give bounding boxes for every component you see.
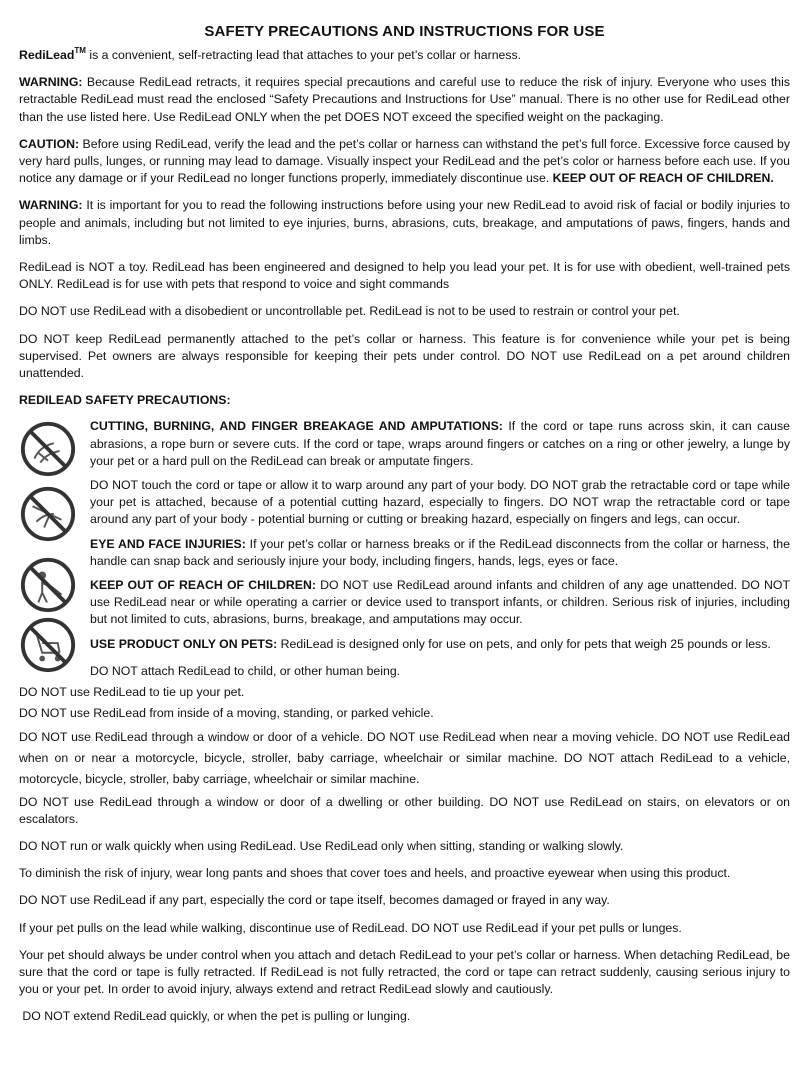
- pets-only-paragraph: USE PRODUCT ONLY ON PETS: RediLead is designed only for use on pets, and only for pets that weigh 25 pounds or less.: [90, 636, 771, 651]
- intro-paragraph: RediLead™ is a convenient, self-retracting lead that attaches to your pet’s collar or harness.: [19, 46, 522, 62]
- no-snap-back-icon: [19, 556, 77, 614]
- permanent-attach-paragraph: DO NOT keep RediLead permanently attached to the pet’s collar or harness. This feature is for convenience while your pet is being supervised. Pet owners are always responsible for keeping their pets under control. DO NOT use RediLead on a pet around children unattended.: [19, 331, 790, 381]
- trademark: TM: [74, 46, 86, 55]
- not-toy-paragraph: RediLead is NOT a toy. RediLead has been engineered and designed to help you lead your pet. It is for use with obedient, well-trained pets ONLY. RediLead is for use with pets that respond to voice and sight commands: [19, 260, 790, 292]
- warning-injuries-paragraph: WARNING: It is important for you to read the following instructions before using your new RediLead to avoid risk of facial or bodily injuries to people and animals, including but not limited to eye injuries, burns, abrasions, cuts, breakage, and amputations of paws, fingers, hands and limbs.: [19, 198, 790, 247]
- damaged-line: DO NOT use RediLead if any part, especially the cord or tape itself, becomes damaged or frayed in any way.: [19, 893, 610, 908]
- safety-precautions-heading: REDILEAD SAFETY PRECAUTIONS:: [19, 393, 231, 408]
- brand-name: RediLead: [19, 48, 75, 62]
- caution-paragraph: CAUTION: Before using RediLead, verify the lead and the pet’s collar or harness can withstand the pet’s full force. Excessive force caused by very hard pulls, lunges, or running may lead to damage. Visually inspect your RediLead and the pet’s color or harness before each use. If you notice any damage or if your RediLead no longer functions properly, immediately discontinue use. KEEP OUT OF REACH OF CHILDREN.: [19, 136, 790, 186]
- clothing-line: To diminish the risk of injury, wear long pants and shoes that cover toes and heels, and proactive eyewear when using this product.: [19, 866, 731, 881]
- tie-up-line: DO NOT use RediLead to tie up your pet.: [19, 685, 245, 700]
- page-title: SAFETY PRECAUTIONS AND INSTRUCTIONS FOR USE: [204, 23, 605, 40]
- extend-line: DO NOT extend RediLead quickly, or when the pet is pulling or lunging.: [19, 1009, 411, 1024]
- window-building-paragraph: DO NOT use RediLead through a window or door of a dwelling or other building. DO NOT use RediLead on stairs, on elevators or on escalators.: [19, 794, 790, 826]
- control-paragraph: Your pet should always be under control when you attach and detach RediLead to your pet’s collar or harness. When detaching RediLead, be sure that the cord or tape is fully retracted. If RediLead is not fully retracted, the cord or tape can retract suddenly, causing serious injury to you or your pet. In order to avoid injury, always extend and retract RediLead slowly and cautiously.: [19, 947, 790, 997]
- run-walk-line: DO NOT run or walk quickly when using RediLead. Use RediLead only when sitting, standing or walking slowly.: [19, 838, 624, 853]
- window-vehicle-paragraph: DO NOT use RediLead through a window or door of a vehicle. DO NOT use RediLead when near a moving vehicle. DO NOT use RediLead when on or near a motorcycle, bicycle, stroller, baby carriage, wheelchair or similar machine. DO NOT attach RediLead to a vehicle, motorcycle, bicycle, stroller, baby carriage, wheelchair or similar machine.: [19, 729, 790, 786]
- no-stroller-icon: [19, 616, 77, 674]
- children-paragraph: KEEP OUT OF REACH OF CHILDREN: DO NOT use RediLead around infants and children of any age unattended. DO NOT use RediLead near or while operating a carrier or device used to transport infants, or children. Serious risk of injuries, including but not limited to cuts, abrasions, burns, breakage, and amputations may occur.: [90, 578, 791, 627]
- warning-retracts-paragraph: WARNING: Because RediLead retracts, it requires special precautions and careful use to reduce the risk of injury. Everyone who uses this retractable RediLead must read the enclosed “Safety Precautions and Instructions for Use” manual. There is no other use for RediLead other than the use listed here. Use RediLead ONLY when the pet DOES NOT exceed the specified weight on the packaging.: [19, 75, 790, 124]
- no-grab-cord-icon: [19, 485, 77, 543]
- eye-face-paragraph: EYE AND FACE INJURIES: If your pet’s collar or harness breaks or if the RediLead disconnects from the collar or harness, the handle can snap back and seriously injure your body, including fingers, hands, legs, eyes or face.: [90, 536, 790, 568]
- vehicle-line: DO NOT use RediLead from inside of a moving, standing, or parked vehicle.: [19, 706, 434, 721]
- no-child-attach-line: DO NOT attach RediLead to child, or other human being.: [90, 663, 401, 678]
- cutting-paragraph: CUTTING, BURNING, AND FINGER BREAKAGE AND AMPUTATIONS: If the cord or tape runs across skin, it can cause abrasions, a rope burn or severe cuts. If the cord or tape, wraps around fingers or catches on a ring or other jewelry, a lunge by your pet or a hard pull on the RediLead can break or amputate fingers.: [90, 419, 790, 468]
- touch-cord-paragraph: DO NOT touch the cord or tape or allow it to warp around any part of your body. DO NOT grab the retractable cord or tape while your pet is attached, because of a potential cutting hazard, especially to fingers. DO NOT wrap the retractable cord or tape around any part of your body - potential burning or cutting or breaking hazard, especially on fingers and legs, can occur.: [90, 478, 790, 527]
- pulls-line: If your pet pulls on the lead while walking, discontinue use of RediLead. DO NOT use RediLead if your pet pulls or lunges.: [19, 920, 682, 935]
- no-finger-wrap-icon: [19, 420, 77, 478]
- precautions-with-icons: [19, 418, 790, 652]
- disobedient-paragraph: DO NOT use RediLead with a disobedient or uncontrollable pet. RediLead is not to be used to restrain or control your pet.: [19, 304, 680, 319]
